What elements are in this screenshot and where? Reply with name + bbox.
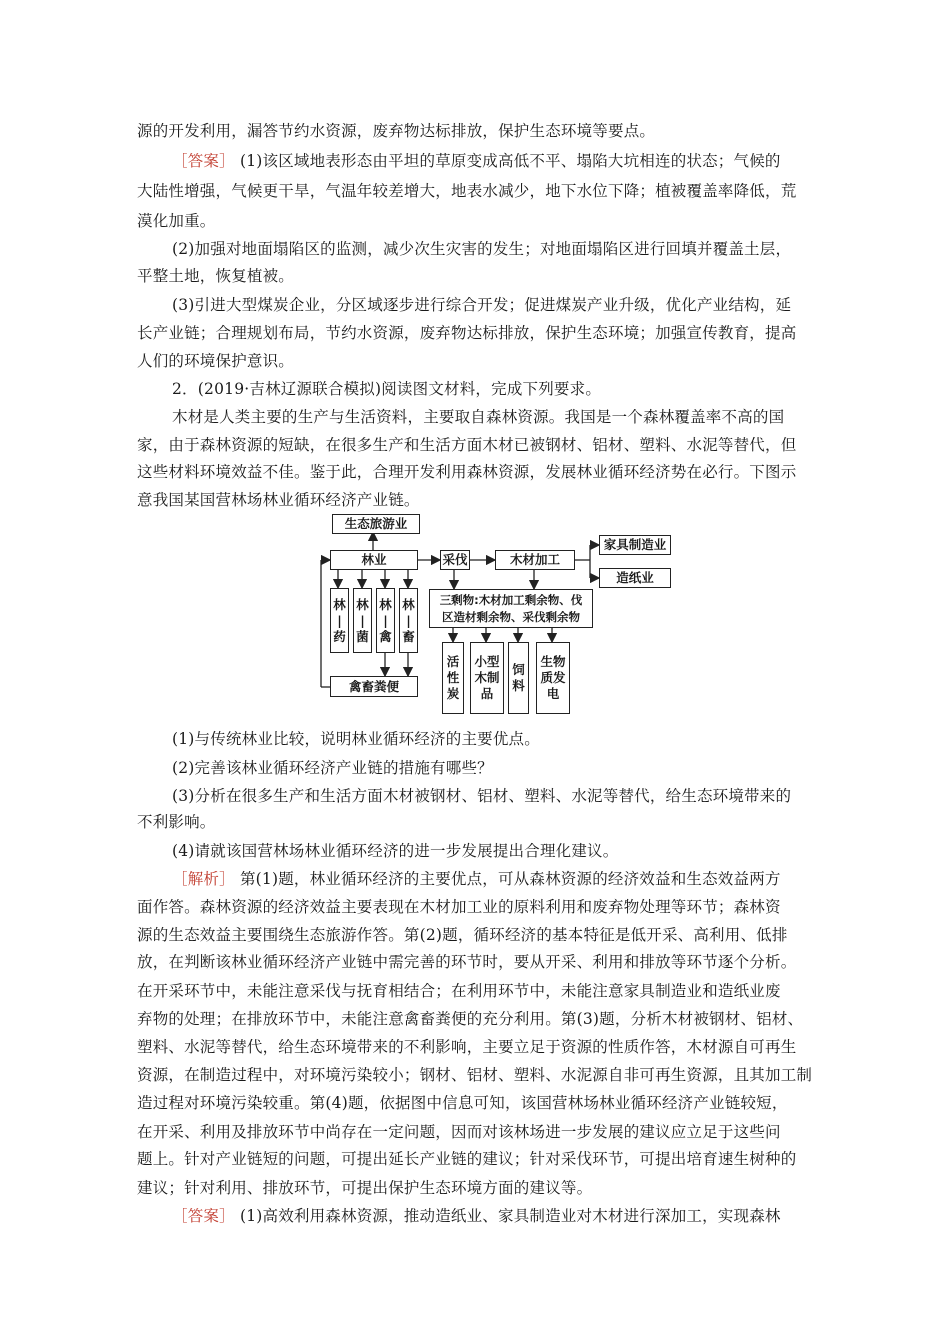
answer-tag: ［答案］	[172, 152, 235, 170]
text-line: 长产业链；合理规划布局，节约水资源，废弃物达标排放，保护生态环境；加强宣传教育，提高	[137, 324, 797, 342]
text-line: 漠化加重。	[137, 212, 216, 230]
text-line: 家，由于森林资源的短缺，在很多生产和生活方面木材已被钢材、铝材、塑料、水泥等替代，但	[137, 436, 797, 454]
forestry-circular-economy-diagram	[318, 512, 678, 722]
text-line: (2)加强对地面塌陷区的监测，减少次生灾害的发生；对地面塌陷区进行回填并覆盖土层，	[172, 240, 792, 258]
answer-tag: ［答案］	[172, 1207, 235, 1225]
text-line: 弃物的处理；在排放环节中，未能注意禽畜粪便的充分利用。第(3)题，分析木材被钢材、铝材、	[137, 1010, 804, 1028]
text-line: 人们的环境保护意识。	[137, 352, 295, 370]
small-wood-products-box: 小型 木制 品	[470, 642, 504, 714]
biomass-power-box: 生物 质发 电	[536, 642, 570, 714]
feed-box: 饲 料	[508, 642, 529, 714]
text-line: 源的生态效益主要围绕生态旅游作答。第(2)题，循环经济的基本特征是低开采、高利用、低排	[137, 926, 788, 944]
wood-processing-box: 木材加工	[495, 550, 575, 570]
text-line: 意我国某国营林场林业循环经济产业链。	[137, 491, 420, 509]
question-header: 2．(2019·吉林辽源联合模拟)阅读图文材料，完成下列要求。	[172, 380, 602, 398]
question-1: (1)与传统林业比较，说明林业循环经济的主要优点。	[172, 730, 540, 748]
question-4: (4)请就该国营林场林业循环经济的进一步发展提出合理化建议。	[172, 842, 619, 860]
answer-line: ［答案］ (1)该区域地表形态由平坦的草原变成高低不平、塌陷大坑相连的状态；气候的	[172, 152, 781, 170]
question-3: (3)分析在很多生产和生活方面木材被钢材、铝材、塑料、水泥等替代，给生态环境带来的	[172, 787, 792, 805]
question-2: (2)完善该林业循环经济产业链的措施有哪些？	[172, 759, 493, 777]
text-line: 大陆性增强，气候更干旱，气温年较差增大，地表水减少，地下水位下降；植被覆盖率降低，荒	[137, 182, 797, 200]
furniture-box: 家具制造业	[599, 535, 671, 555]
text-line: 木材是人类主要的生产与生活资料，主要取自森林资源。我国是一个森林覆盖率不高的国	[172, 408, 785, 426]
text-line: 资源，在制造过程中，对环境污染较小；钢材、铝材、塑料、水泥源自非可再生资源，且其加工制	[137, 1066, 813, 1084]
manure-box: 禽畜粪便	[330, 676, 418, 697]
text-line: 塑料、水泥等替代，给生态环境带来的不利影响，主要立足于资源的性质作答，木材源自可再生	[137, 1038, 797, 1056]
analysis-tag: ［解析］	[172, 870, 235, 888]
logging-box: 采伐	[440, 550, 470, 570]
answer-line: ［答案］ (1)高效利用森林资源，推动造纸业、家具制造业对木材进行深加工，实现森林	[172, 1207, 781, 1225]
forest-fungi-box: 林 | 菌	[353, 588, 372, 653]
forestry-box: 林业	[330, 550, 418, 570]
text-line: 在开采环节中，未能注意采伐与抚育相结合；在利用环节中，未能注意家具制造业和造纸业废	[137, 982, 781, 1000]
text-line: 在开采、利用及排放环节中尚存在一定问题，因而对该林场进一步发展的建议应立足于这些问	[137, 1123, 781, 1141]
text-line: 题上。针对产业链短的问题，可提出延长产业链的建议；针对采伐环节，可提出培育速生树种的	[137, 1150, 797, 1168]
paper-box: 造纸业	[599, 568, 671, 588]
text-line: 造过程对环境污染较重。第(4)题，依据图中信息可知，该国营林场林业循环经济产业链较短，	[137, 1094, 788, 1112]
analysis-line: ［解析］ 第(1)题，林业循环经济的主要优点，可从森林资源的经济效益和生态效益两方	[172, 870, 781, 888]
text-line: 这些材料环境效益不佳。鉴于此，合理开发利用森林资源，发展林业循环经济势在必行。下图示	[137, 463, 797, 481]
eco-tourism-box: 生态旅游业	[332, 514, 420, 534]
forest-medicine-box: 林 | 药	[330, 588, 349, 653]
text-line: (3)引进大型煤炭企业，分区域逐步进行综合开发；促进煤炭产业升级，优化产业结构，延	[172, 296, 792, 314]
residue-box: 三剩物:木材加工剩余物、伐 区造材剩余物、采伐剩余物	[429, 589, 593, 628]
text-line: 面作答。森林资源的经济效益主要表现在木材加工业的原料利用和废弃物处理等环节；森林资	[137, 898, 781, 916]
question-3-cont: 不利影响。	[137, 813, 216, 831]
text-line: 源的开发利用，漏答节约水资源，废弃物达标排放，保护生态环境等要点。	[137, 122, 656, 140]
text-line: 建议；针对利用、排放环节，可提出保护生态环境方面的建议等。	[137, 1179, 593, 1197]
forest-livestock-box: 林 | 畜	[399, 588, 418, 653]
activated-charcoal-box: 活 性 炭	[442, 642, 464, 714]
text-line: 放，在判断该林业循环经济产业链中需完善的环节时，要从开采、利用和排放等环节逐个分析。	[137, 953, 797, 971]
forest-poultry-box: 林 | 禽	[376, 588, 395, 653]
text-line: 平整土地，恢复植被。	[137, 267, 295, 285]
